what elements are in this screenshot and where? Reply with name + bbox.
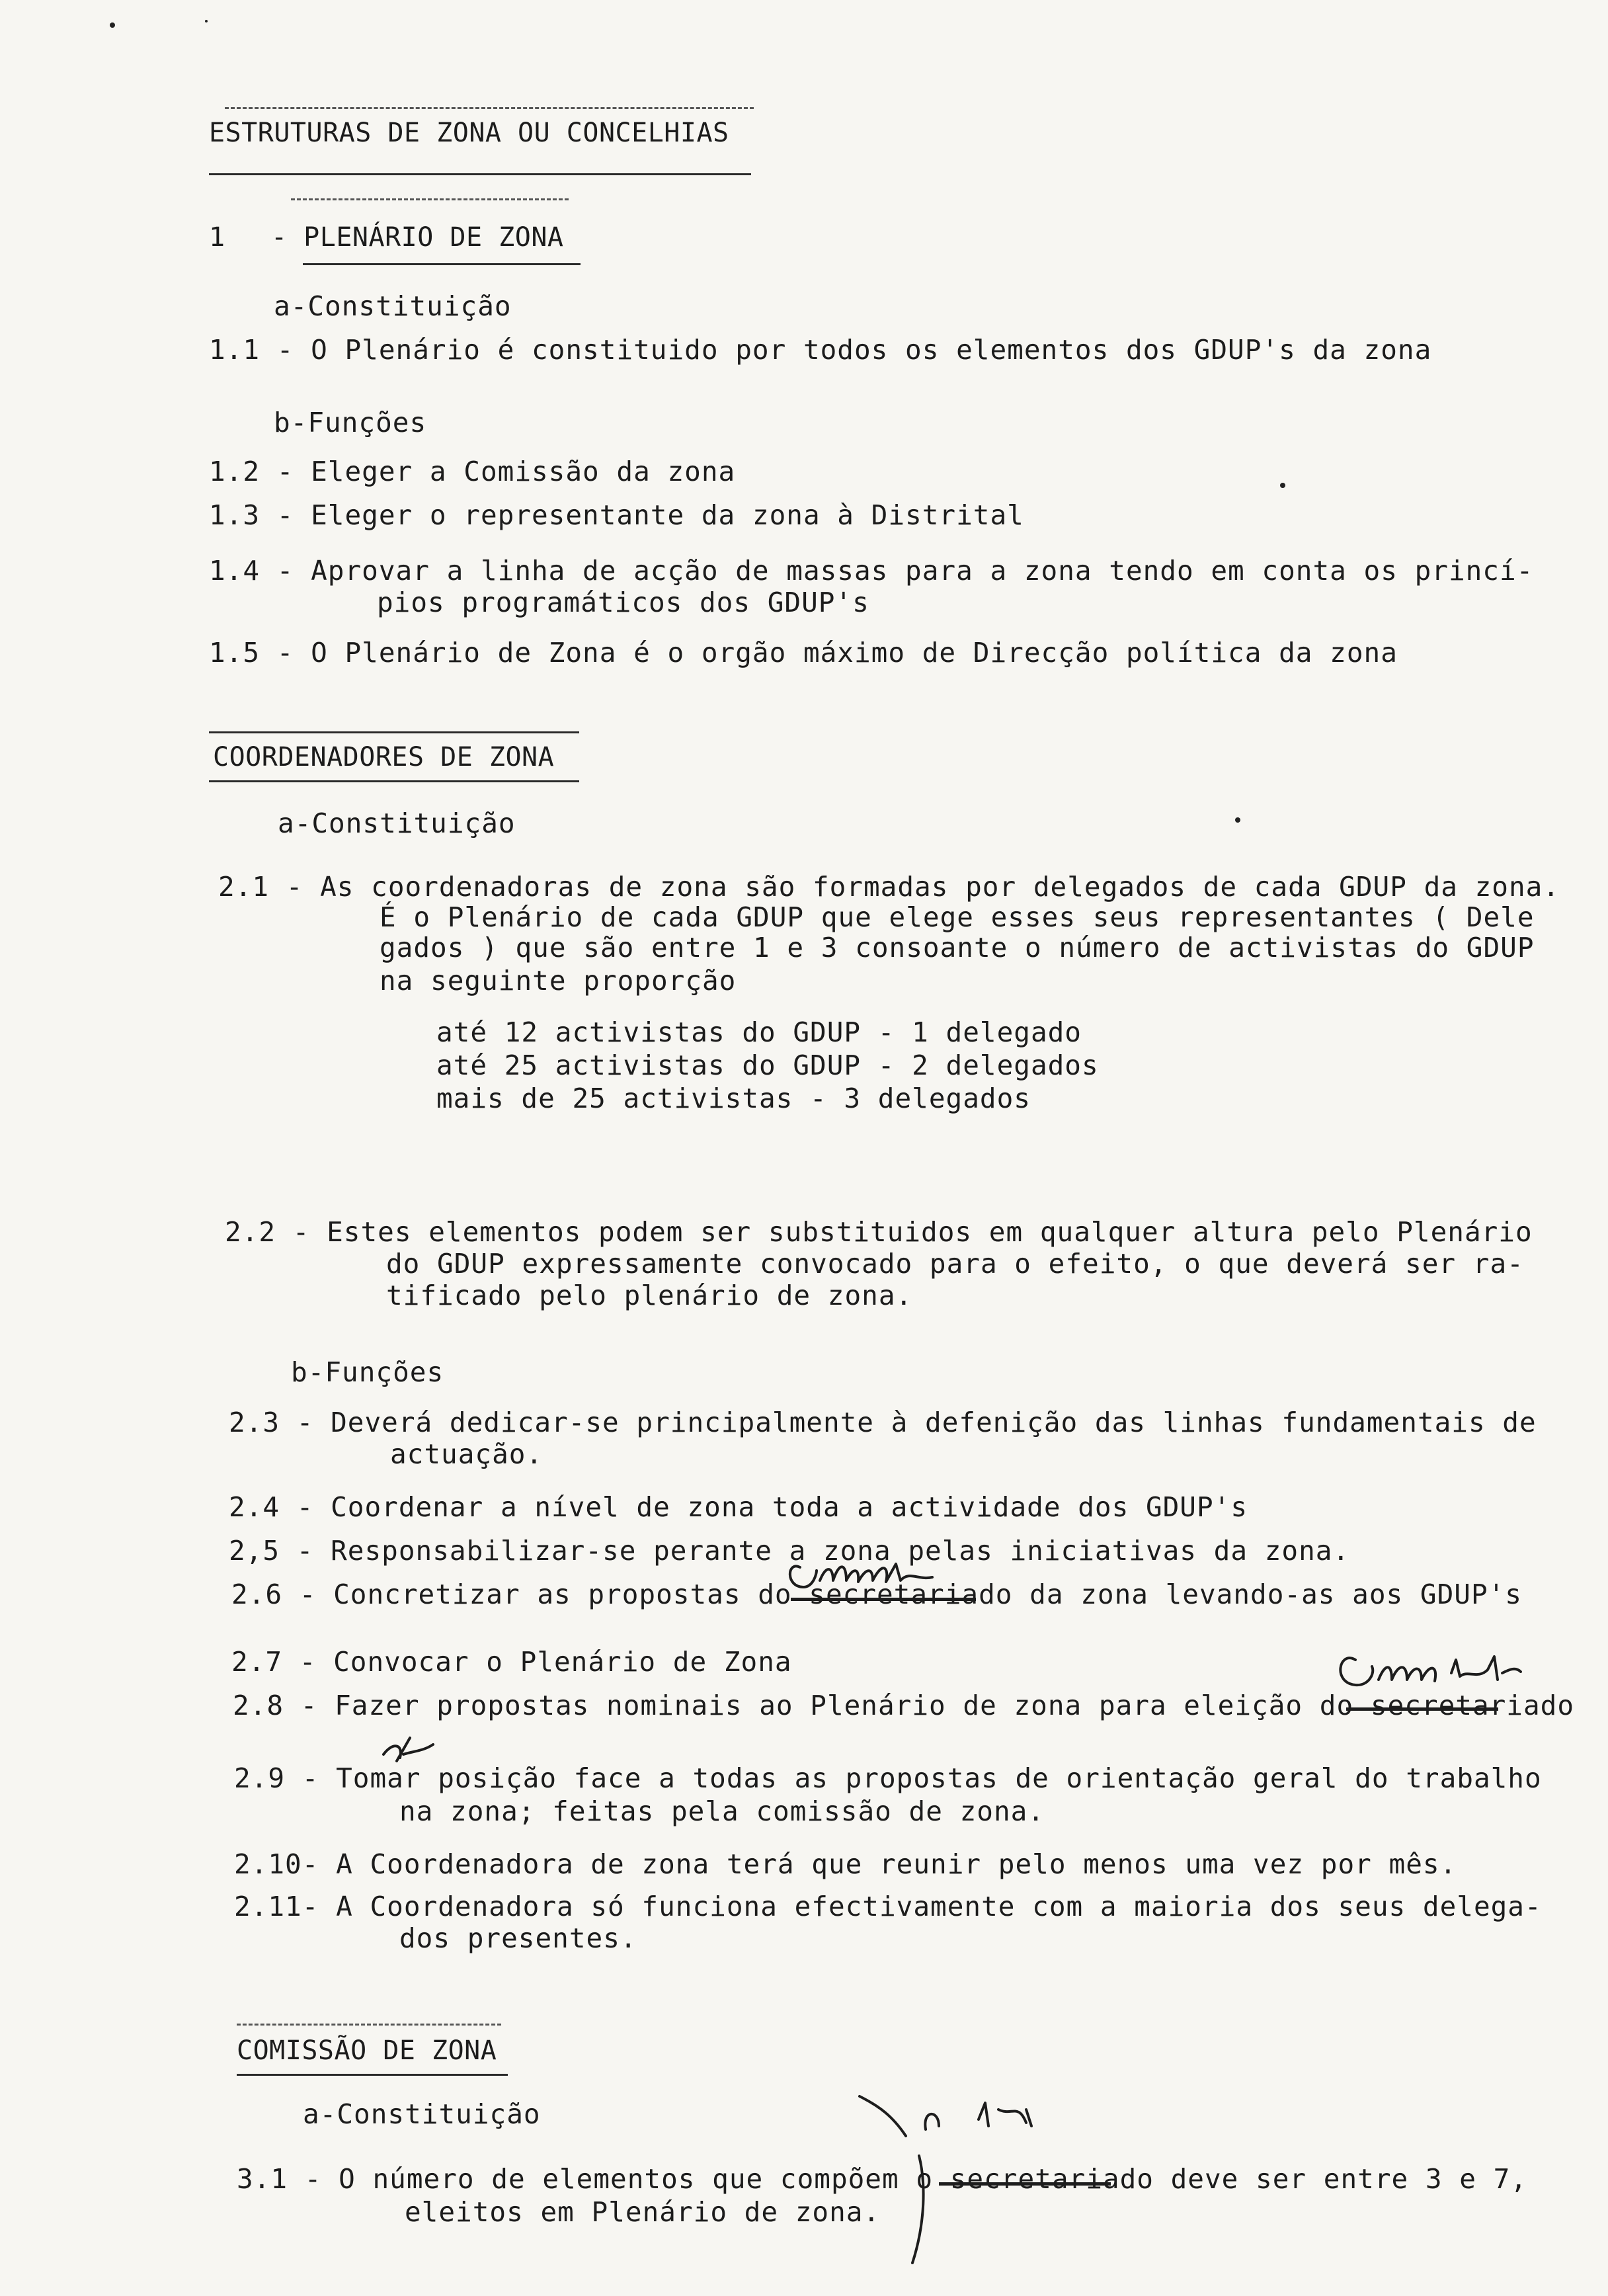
handwritten-correction-2-8 (1329, 1633, 1527, 1706)
section3-underline (237, 2074, 508, 2076)
section2-funcoes: b-Funções (291, 1356, 444, 1388)
item-3-1-line1: 3.1 - O número de elementos que compõem o secretariado deve ser entre 3 e 7, (237, 2163, 1527, 2195)
item-2-8: 2.8 - Fazer propostas nominais ao Plenário de zona para eleição do secretariado (233, 1690, 1575, 1721)
item-1-4-line1: 1.4 - Aprovar a linha de acção de massas para a zona tendo em conta os princí- (209, 555, 1534, 587)
scan-speck (110, 22, 115, 28)
title-underline (209, 173, 751, 175)
section1-number: 1 (209, 222, 225, 253)
item-2-1-line3: gados ) que são entre 1 e 3 consoante o número de activistas do GDUP (380, 932, 1535, 964)
proportion-3: mais de 25 activistas - 3 delegados (436, 1083, 1031, 1114)
section2-constituicao: a-Constituição (278, 807, 516, 839)
item-2-3-line2: actuação. (390, 1438, 543, 1470)
item-1-5: 1.5 - O Plenário de Zona é o orgão máximo de Direcção política da zona (209, 637, 1398, 669)
section1-heading: - PLENÁRIO DE ZONA (271, 222, 564, 253)
section1-constituicao: a-Constituição (274, 290, 512, 322)
scan-speck (1280, 483, 1285, 488)
section1-funcoes: b-Funções (274, 407, 427, 438)
proportion-2: até 25 activistas do GDUP - 2 delegados (436, 1049, 1099, 1081)
item-2-2-line1: 2.2 - Estes elementos podem ser substituidos em qualquer altura pelo Plenário (225, 1216, 1533, 1248)
section1-underline (303, 263, 581, 265)
section3-heading: COMISSÃO DE ZONA (237, 2035, 497, 2066)
section3-constituicao: a-Constituição (303, 2098, 541, 2130)
item-2-9-line2: na zona; feitas pela comissão de zona. (399, 1795, 1045, 1827)
strikethrough-2-8 (1346, 1707, 1498, 1711)
section2-underline (209, 780, 579, 782)
item-1-4-line2: pios programáticos dos GDUP's (377, 587, 869, 618)
handwritten-correction-3-1 (853, 2090, 1197, 2268)
item-1-3: 1.3 - Eleger o representante da zona à Distrital (209, 499, 1024, 531)
scan-speck (205, 20, 208, 22)
item-2-9-line1: 2.9 - Tomar posição face a todas as propostas de orientação geral do trabalho (234, 1762, 1542, 1794)
section3-overline (237, 2024, 501, 2026)
top-dashed-line (225, 107, 754, 109)
item-2-6: 2.6 - Concretizar as propostas do secretariado da zona levando-as aos GDUP's (231, 1578, 1522, 1610)
section2-heading: COORDENADORES DE ZONA (213, 742, 555, 772)
item-2-1-line1: 2.1 - As coordenadoras de zona são formadas por delegados de cada GDUP da zona. (218, 871, 1560, 903)
item-2-1-line2: É o Plenário de cada GDUP que elege esses seus representantes ( Dele (380, 901, 1535, 933)
item-1-2: 1.2 - Eleger a Comissão da zona (209, 456, 736, 487)
scan-speck (1235, 817, 1240, 823)
item-2-11-line1: 2.11- A Coordenadora só funciona efectivamente com a maioria dos seus delega- (234, 1891, 1542, 1922)
document-title: ESTRUTURAS DE ZONA OU CONCELHIAS (209, 118, 729, 148)
item-2-5: 2,5 - Responsabilizar-se perante a zona pelas iniciativas da zona. (229, 1535, 1350, 1567)
handwritten-correction-2-8-suffix (370, 1725, 443, 1771)
item-3-1-line2: eleitos em Plenário de zona. (405, 2196, 881, 2228)
item-2-4: 2.4 - Coordenar a nível de zona toda a actividade dos GDUP's (229, 1491, 1248, 1523)
item-2-1-line4: na seguinte proporção (380, 965, 737, 997)
item-2-11-line2: dos presentes. (399, 1922, 637, 1954)
item-2-10: 2.10- A Coordenadora de zona terá que reunir pelo menos uma vez por mês. (234, 1848, 1457, 1880)
handwritten-correction-2-6 (780, 1541, 952, 1600)
item-2-2-line2: do GDUP expressamente convocado para o efeito, o que deverá ser ra- (386, 1248, 1524, 1280)
item-1-1: 1.1 - O Plenário é constituido por todos os elementos dos GDUP's da zona (209, 334, 1432, 366)
item-2-3-line1: 2.3 - Deverá dedicar-se principalmente à defenição das linhas fundamentais de (229, 1407, 1537, 1438)
item-2-2-line3: tificado pelo plenário de zona. (386, 1280, 913, 1311)
item-2-7: 2.7 - Convocar o Plenário de Zona (231, 1646, 792, 1678)
title-underline-dashed (291, 198, 569, 200)
proportion-1: até 12 activistas do GDUP - 1 delegado (436, 1016, 1082, 1048)
section2-overline (209, 731, 579, 733)
